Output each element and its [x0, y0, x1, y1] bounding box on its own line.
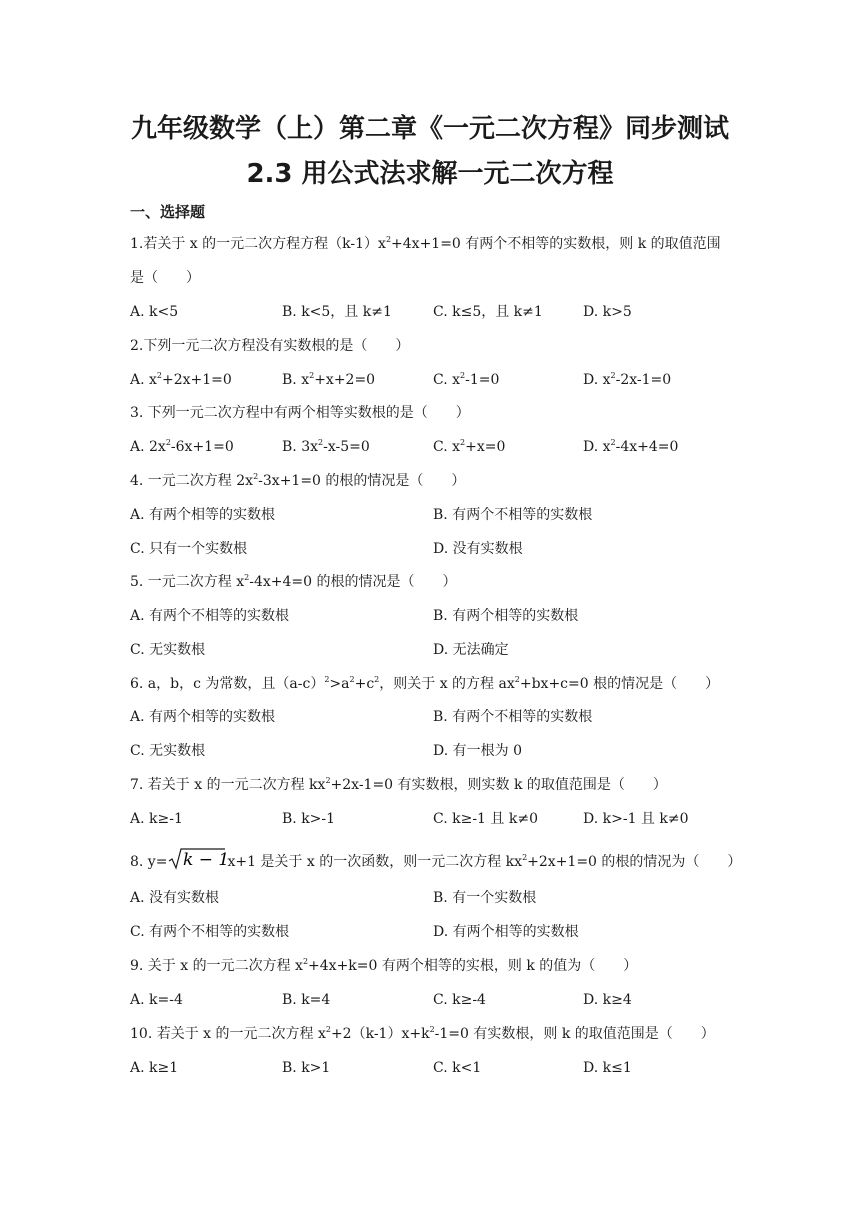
q8-option-a: A. 没有实数根 — [130, 890, 220, 906]
q1-option-a: A. k<5 — [130, 304, 179, 320]
q7-option-a: A. k≥-1 — [130, 811, 183, 827]
doc-title: 九年级数学（上）第二章《一元二次方程》同步测试 — [130, 114, 729, 144]
q7-option-c: C. k≥-1 且 k≠0 — [433, 811, 538, 827]
radicand: k − 1 — [183, 850, 227, 870]
q6-option-a: A. 有两个相等的实数根 — [130, 709, 276, 725]
question-4: 4. 一元二次方程 $2x^2-3x+1=0$ 的根的情况是（ ） — [130, 472, 466, 489]
question-2: 2.下列一元二次方程没有实数根的是（ ） — [130, 338, 410, 354]
q5-option-d: D. 无法确定 — [433, 642, 509, 658]
q1-option-d: D. k>5 — [583, 304, 632, 320]
q6-option-b: B. 有两个不相等的实数根 — [433, 709, 593, 725]
q2-option-b: B. $x^2+x+2=0$ — [282, 371, 376, 388]
q9-option-d: D. k≥4 — [583, 992, 632, 1008]
radical-sign-icon — [168, 848, 226, 870]
section-heading: 一、选择题 — [130, 203, 206, 221]
question-7: 7. 若关于 x 的一元二次方程 $kx^2+2x-1=0$ 有实数根，则实数 k 的取值范围是（ ） — [130, 776, 667, 793]
q8-option-b: B. 有一个实数根 — [433, 890, 537, 906]
q2-option-c: C. $x^2-1=0$ — [433, 371, 500, 388]
q2-option-d: D. $x^2-2x-1=0$ — [583, 371, 672, 388]
q8-option-d: D. 有两个相等的实数根 — [433, 924, 579, 940]
question-5: 5. 一元二次方程 $x^2-4x+4=0$ 的根的情况是（ ） — [130, 573, 457, 590]
q4-option-c: C. 只有一个实数根 — [130, 541, 248, 557]
question-9: 9. 关于 x 的一元二次方程 $x^2+4x+k=0$ 有两个相等的实根，则 k 的值为（ ） — [130, 957, 638, 974]
q3-option-a: A. $2x^2-6x+1=0$ — [130, 438, 234, 455]
q3-option-d: D. $x^2-4x+4=0$ — [583, 438, 679, 455]
q1-option-b: B. k<5，且 k≠1 — [282, 304, 392, 320]
q7-option-b: B. k>-1 — [282, 811, 336, 827]
square-root-expression — [168, 848, 226, 876]
q7-option-d: D. k>-1 且 k≠0 — [583, 811, 689, 827]
q6-option-d: D. 有一根为 0 — [433, 743, 522, 759]
q6-option-c: C. 无实数根 — [130, 743, 206, 759]
question-3: 3. 下列一元二次方程中有两个相等实数根的是（ ） — [130, 405, 470, 421]
q4-option-b: B. 有两个不相等的实数根 — [433, 507, 593, 523]
q3-option-b: B. $3x^2-x-5=0$ — [282, 438, 370, 455]
q10-option-b: B. k>1 — [282, 1060, 331, 1076]
q10-option-d: D. k≤1 — [583, 1060, 632, 1076]
q9-option-c: C. k≥-4 — [433, 992, 486, 1008]
q1-option-c: C. k≤5，且 k≠1 — [433, 304, 543, 320]
q4-option-d: D. 没有实数根 — [433, 541, 523, 557]
question-1-line-2: 是（ ） — [130, 270, 200, 286]
q10-option-c: C. k<1 — [433, 1060, 482, 1076]
q3-option-c: C. $x^2+x=0$ — [433, 438, 506, 455]
q5-option-b: B. 有两个相等的实数根 — [433, 608, 579, 624]
q5-option-c: C. 无实数根 — [130, 642, 206, 658]
question-8: 8. y= k − 1 x+1 是关于 x 的一次函数，则一元二次方程 $kx^2+2x+1=0$ 的根的情况为（ ） — [130, 848, 741, 876]
q4-option-a: A. 有两个相等的实数根 — [130, 507, 276, 523]
question-6: 6. a，b，c 为常数，且$(a-c)^2>a^2+c^2$，则关于 x 的方程 $ax^2+bx+c=0$ 根的情况是（ ） — [130, 675, 720, 692]
q10-option-a: A. k≥1 — [130, 1060, 179, 1076]
q8-option-c: C. 有两个不相等的实数根 — [130, 924, 290, 940]
doc-subtitle: 2.3 用公式法求解一元二次方程 — [246, 159, 614, 189]
q9-option-a: A. k=-4 — [130, 992, 183, 1008]
question-1-line-1: 1.若关于 x 的一元二次方程方程$(k-1)x^2+4x+1=0$ 有两个不相等的实数根，则 k 的取值范围 — [130, 235, 721, 252]
q5-option-a: A. 有两个不相等的实数根 — [130, 608, 290, 624]
question-10: 10. 若关于 x 的一元二次方程 $x^2+2(k-1)x+k^2-1=0$ 有实数根，则 k 的取值范围是（ ） — [130, 1025, 715, 1042]
q9-option-b: B. k=4 — [282, 992, 331, 1008]
q2-option-a: A. $x^2+2x+1=0$ — [130, 371, 232, 388]
